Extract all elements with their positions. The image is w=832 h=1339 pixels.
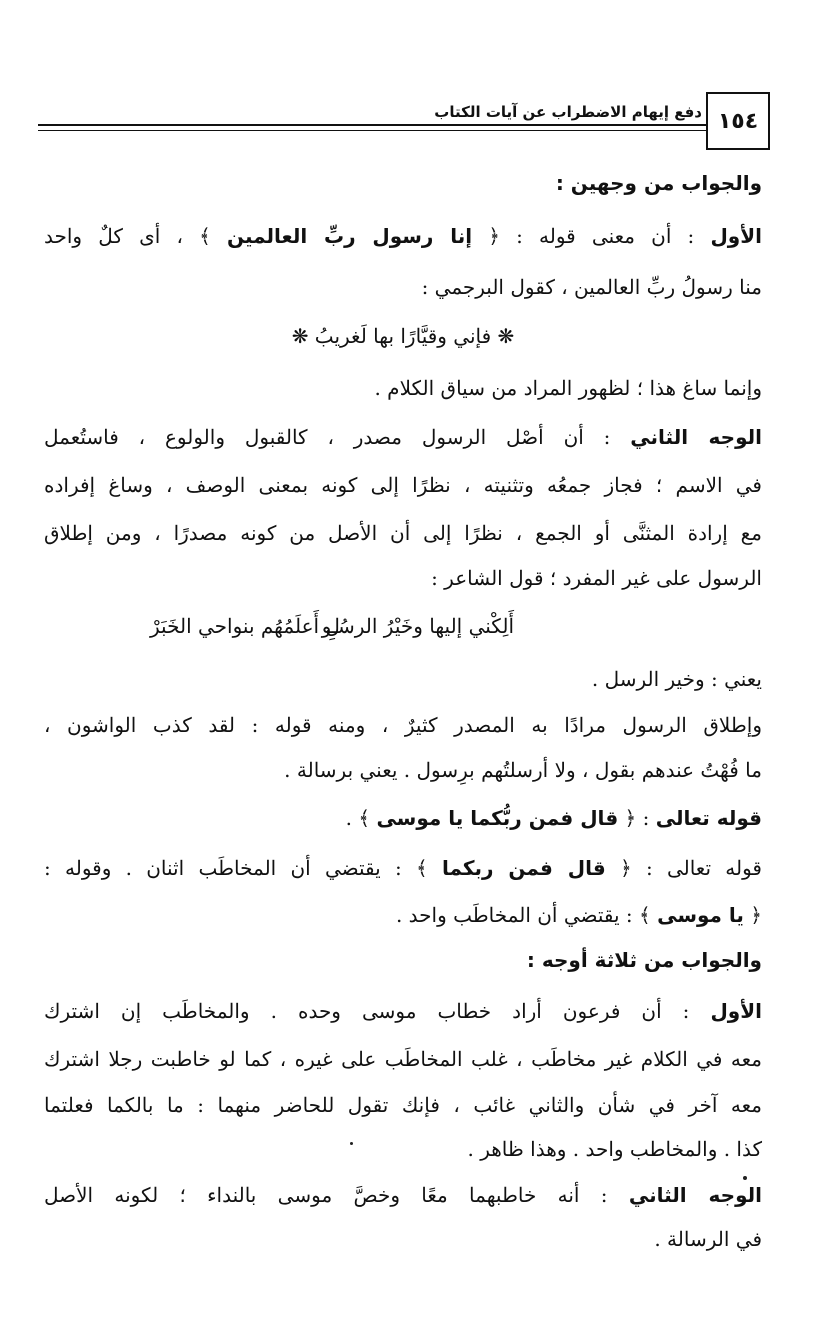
heading-text: والجواب من وجهين : (555, 171, 762, 195)
bold-label: قوله تعالى (655, 806, 762, 830)
text-segment: ﴾ . (345, 806, 377, 830)
paragraph-line (44, 853, 762, 883)
paragraph-line: معه آخر في شأن والثاني غائب ، فإنك تقول للحاضر منهما : ما بالكما فعلتما (44, 1093, 763, 1117)
paragraph-line (44, 996, 762, 1026)
text-segment: ﴾ : يقتضي أن المخاطَب واحد . (395, 903, 658, 927)
poetry-verse: ❋ فإني وقيَّارًا بها لَغريبُ ❋ (291, 324, 515, 348)
paragraph-line: في الاسم ؛ فجاز جمعُه وتثنيته ، نظرًا إلى كونه بمعنى الوصف ، وساغ إفراده (44, 473, 762, 497)
paragraph-line: منا رسولُ ربِّ العالمين ، كقول البرجمي : (421, 275, 762, 299)
paragraph-line: ما فُهْتُ عندهم بقول ، ولا أرسلتُهم برِسول . يعني برسالة . (284, 758, 762, 782)
header-rule-thin (38, 130, 708, 131)
paragraph-line: في الرسالة . (654, 1227, 762, 1251)
paragraph-line: الرسول على غير المفرد ؛ قول الشاعر : (431, 566, 762, 590)
paragraph-line: يعني : وخير الرسل . (591, 667, 762, 691)
heading-text: والجواب من ثلاثة أوجه : (526, 948, 762, 972)
quran-quote: يا موسى (657, 903, 744, 927)
text-segment: ﴾ ، أى كلٌ واحد (44, 224, 227, 248)
quran-quote: قال فمن ربُّكما يا موسى (376, 806, 619, 830)
text-segment: : أن معنى قوله : ﴿ (472, 224, 711, 248)
text-segment: : أن أصْل الرسول مصدر ، كالقبول والولوع ، فاستُعمل (44, 425, 631, 449)
verse-first-hemistich: أَلِكْني إليها وخَيْرُ الرسُـو (321, 614, 514, 638)
paragraph-line (44, 422, 762, 452)
paragraph-line (44, 1180, 762, 1210)
bold-label: الأول (710, 999, 762, 1023)
paragraph-line: مع إرادة المثنَّى أو الجمع ، نظرًا إلى أن الأصل من كونه مصدرًا ، ومن إطلاق (44, 521, 763, 545)
text-segment: : أن فرعون أراد خطاب موسى وحده . والمخاطَب إن اشترك (44, 999, 711, 1023)
text-segment: : أنه خاطبهما معًا وخصَّ موسى بالنداء ؛ لكونه الأصل (44, 1183, 629, 1207)
page-number: ١٥٤ (706, 92, 770, 150)
bold-label: الأول (710, 224, 762, 248)
paragraph-line: كذا . والمخاطب واحد . وهذا ظاهر . (467, 1137, 762, 1161)
verse-second-hemistich: لِ أَعلَمُهُم بنواحي الخَبَرْ (150, 614, 340, 638)
header-rule-thick (38, 124, 708, 126)
paragraph-line: وإطلاق الرسول مرادًا به المصدر كثيرٌ ، ومنه قوله : لقد كذب الواشون ، (44, 713, 762, 737)
paragraph-line: وإنما ساغ هذا ؛ لظهور المراد من سياق الكلام . (374, 376, 762, 400)
text-segment: قوله تعالى : ﴿ (605, 856, 762, 880)
paragraph-line (44, 221, 762, 251)
section-heading-verse (44, 803, 762, 833)
ink-speck (743, 1176, 747, 1180)
section-heading-three-answers (44, 945, 762, 975)
running-header-title: دفع إيهام الاضطراب عن آيات الكتاب (434, 103, 702, 121)
quran-quote: إنا رسول ربِّ العالمين (226, 224, 473, 248)
paragraph-line: معه في الكلام غير مخاطَب ، غلب المخاطَب على غيره ، كما لو خاطبت رجلا اشترك (44, 1047, 762, 1071)
bold-label: الوجه الثاني (628, 1183, 762, 1207)
section-heading-two-answers (44, 168, 762, 198)
paragraph-line (44, 900, 762, 930)
ink-speck (350, 1142, 353, 1145)
text-segment: ﴿ (743, 903, 762, 927)
text-segment: : ﴿ (618, 806, 656, 830)
text-segment: ﴾ : يقتضي أن المخاطَب اثنان . وقوله : (44, 856, 442, 880)
bold-label: الوجه الثاني (630, 425, 762, 449)
quran-quote: قال فمن ربكما (441, 856, 606, 880)
